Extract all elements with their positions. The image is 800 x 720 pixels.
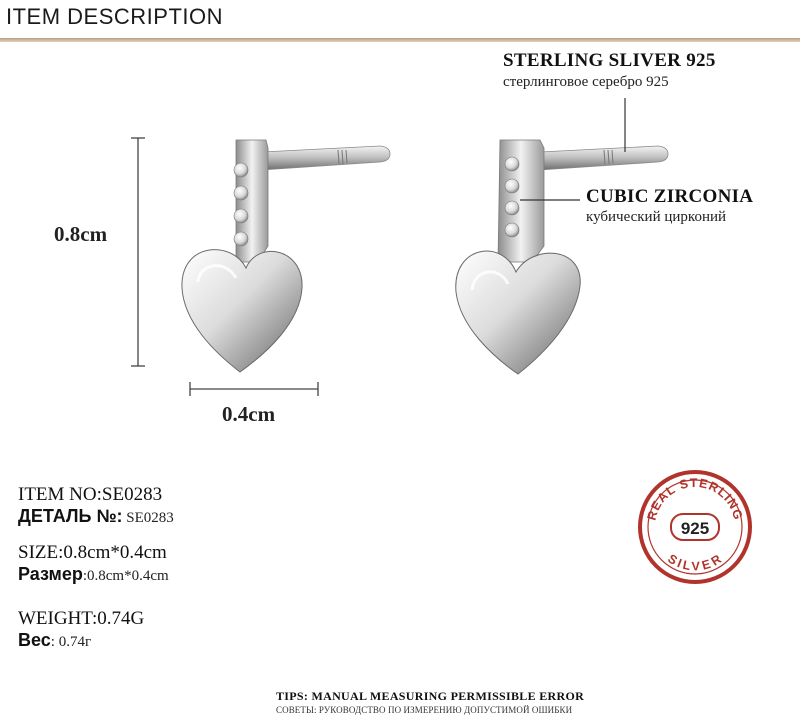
size-ru-label: Размер — [18, 564, 83, 584]
material-callout-title: STERLING SLIVER 925 — [503, 50, 716, 71]
material-callout-subtitle: стерлинговое серебро 925 — [503, 74, 669, 90]
stone-callout-subtitle: кубический цирконий — [586, 209, 727, 225]
earring-left — [182, 140, 390, 372]
sterling-925-stamp — [636, 468, 754, 586]
size-ru — [18, 564, 169, 585]
item-number-ru — [18, 506, 174, 527]
earring-right — [456, 140, 668, 374]
height-dimension-line — [131, 138, 145, 366]
stone-callout-title: CUBIC ZIRCONIA — [586, 186, 754, 207]
width-label: 0.4cm — [222, 402, 276, 426]
size-ru-value: :0.8cm*0.4cm — [82, 568, 169, 584]
item-number: ITEM NO:SE0283 — [18, 484, 163, 505]
header-title: ITEM DESCRIPTION — [6, 4, 224, 29]
item-number-ru-value: SE0283 — [122, 510, 174, 526]
weight-ru-value: : 0.74г — [50, 634, 92, 650]
width-dimension-line — [190, 382, 318, 396]
size: SIZE:0.8cm*0.4cm — [18, 542, 167, 563]
tips-text-ru: СОВЕТЫ: РУКОВОДСТВО ПО ИЗМЕРЕНИЮ ДОПУСТИМОЙ ОШИБКИ — [276, 705, 573, 715]
tips-text: TIPS: MANUAL MEASURING PERMISSIBLE ERROR — [276, 689, 585, 703]
stamp-top-text: REAL STERLING — [644, 475, 746, 522]
weight-ru — [18, 630, 91, 651]
stamp-center-text: 925 — [680, 519, 710, 538]
stamp-bottom-text: SILVER — [665, 551, 725, 574]
weight: WEIGHT:0.74G — [18, 608, 145, 629]
weight-ru-label: Вес — [18, 630, 51, 650]
height-label: 0.8cm — [54, 222, 108, 246]
item-number-ru-label: ДЕТАЛЬ №: — [18, 506, 123, 526]
